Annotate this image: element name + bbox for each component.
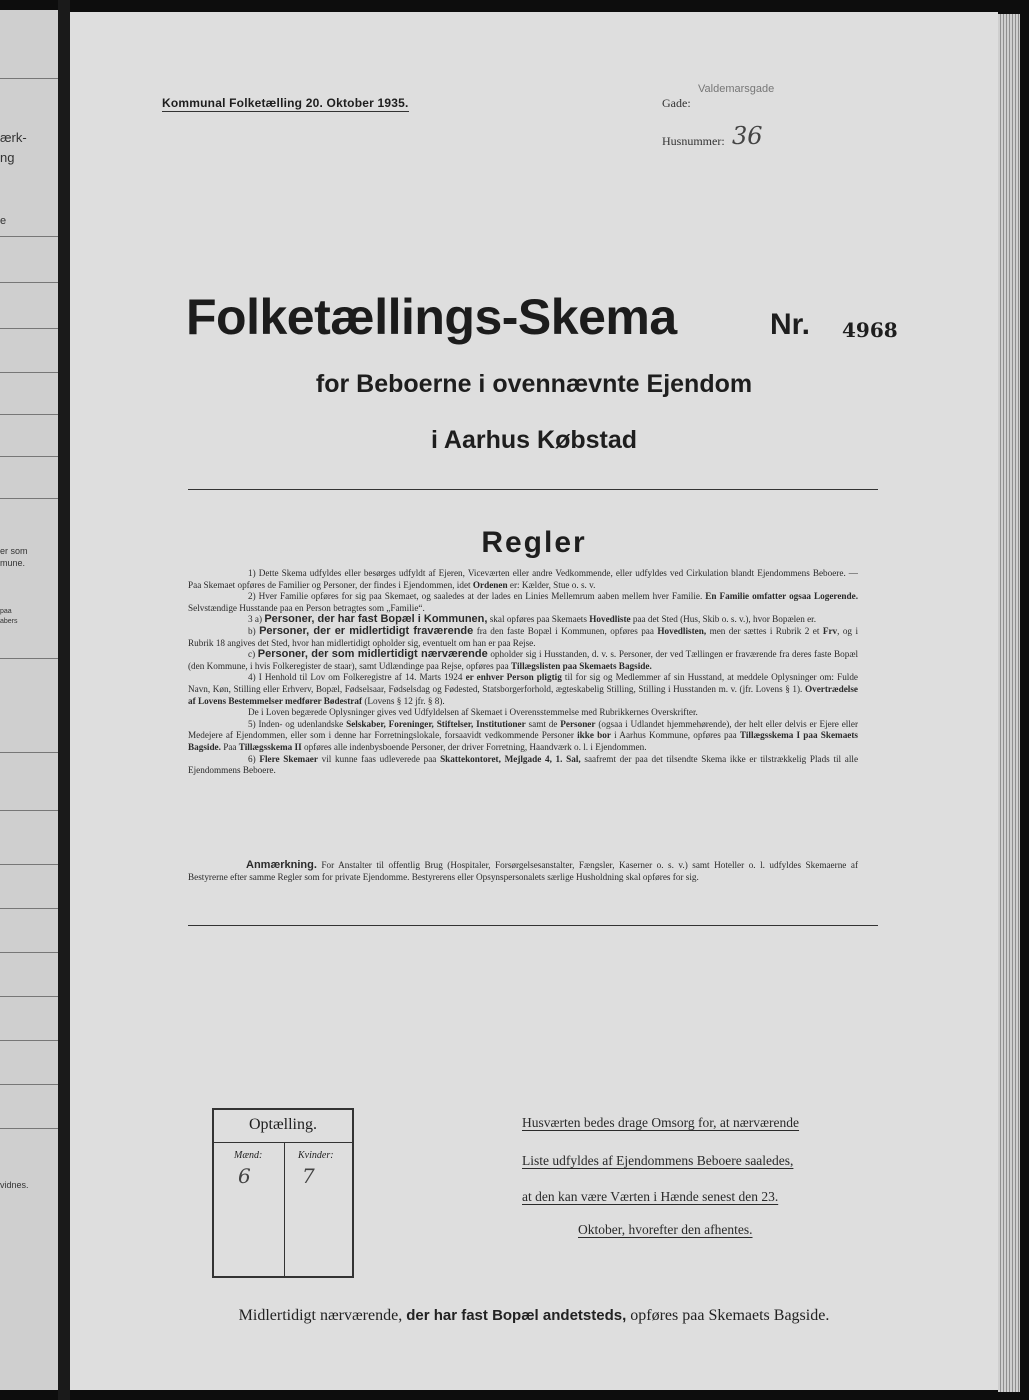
form-number-label: Nr.: [770, 308, 811, 341]
form-title: Folketællings-Skema: [186, 289, 677, 345]
rule-3b: b) Personer, der er midlertidigt fraværende fra den faste Bopæl i Kommunen, opføres paa Hovedlisten, men der sættes i Rubrik 2 et Frv, og i Rubrik 18 angives det Sted, hvor han midlertidigt opholder sig, eventuelt om han er paa Rejse.: [188, 624, 859, 648]
left-page-fragment: e: [0, 215, 7, 227]
men-count: 6: [238, 1164, 251, 1188]
women-label: Kvinder:: [298, 1150, 334, 1161]
house-number-value: 36: [732, 122, 763, 150]
instruction-line: Oktober, hvorefter den afhentes.: [578, 1222, 753, 1237]
rule-1: 1) Dette Skema udfyldes eller besørges udfyldt af Ejeren, Viceværten eller andre Vedkommende, eller udfyldes ved Cirkulation blandt Ejendommens Beboere. — Paa Skemaet opføres de Familier og Personer, der findes i Ejendommen, idet Ordenen er: Kælder, Stue o. s. v.: [188, 568, 858, 590]
count-box-column-divider: [284, 1142, 285, 1276]
instruction-line: Husværten bedes drage Omsorg for, at nærværende: [522, 1115, 800, 1130]
note-paragraph: [188, 860, 858, 883]
rules-heading: Regler: [481, 526, 587, 559]
left-page-fragment: mune.: [0, 558, 26, 568]
instruction-line: at den kan være Værten i Hænde senest den 23.: [522, 1189, 779, 1204]
left-page-fragment: paa: [0, 608, 12, 615]
divider: [188, 489, 878, 490]
left-page-fragment: er som: [0, 546, 28, 556]
left-facing-page: [0, 10, 59, 1390]
rules-body: [188, 568, 858, 777]
note-label: Anmærkning.: [246, 859, 317, 871]
footer-note: Midlertidigt nærværende, der har fast Bopæl andetsteds, opføres paa Skemaets Bagside.: [238, 1307, 830, 1324]
rule-5: 5) Inden- og udenlandske Selskaber, Foreninger, Stiftelser, Institutioner samt de Personer (ogsaa i Udlandet hjemmehørende), der helt eller delvis er Ejere eller Medejere af Ejendommen, eller som i denne har Forretningslokale, forsaavidt vedkommende Personer ikke bor i Aarhus Kommune, opføres paa Tillægsskema I paa Skemaets Bagside. Paa Tillægsskema II opføres alle indenbysboende Personer, der driver Forretning, Haandværk o. l. i Ejendommen.: [188, 718, 859, 752]
rule-6: 6) Flere Skemaer vil kunne faas udleverede paa Skattekontoret, Mejlgade 4, 1. Sal, saafremt der paa det tilsendte Skema ikke er tilstrækkelig Plads til alle Ejendommens Beboere.: [188, 753, 859, 776]
binding-gutter: [58, 0, 70, 1400]
count-box-title: Optælling.: [248, 1116, 317, 1133]
left-page-fragment: ærk-: [0, 130, 27, 145]
women-count: 7: [302, 1164, 315, 1188]
men-label: Mænd:: [234, 1150, 263, 1161]
rule-3c: c) Personer, der som midlertidigt nærværende opholder sig i Husstanden, d. v. s. Personer, der ved Tællingen er fraværende fra deres faste Bopæl (den Kommune, i hvis Folkeregister de staar), samt Udlændinge paa Rejse, opføres paa Tillægslisten paa Skemaets Bagside.: [188, 648, 859, 671]
census-header: Kommunal Folketælling 20. Oktober 1935.: [162, 96, 409, 110]
form-subtitle: for Beboerne i ovennævnte Ejendom: [315, 370, 753, 398]
page-stack-edge: [998, 14, 1020, 1392]
left-page-fragment: abers: [0, 618, 18, 625]
rule-2: 2) Hver Familie opføres for sig paa Skemaet, og saaledes at der lades en Linies Mellemrum aaben mellem hver Familie. En Familie omfatter ogsaa Logerende. Selvstændige Husstande paa en Person betragtes som „Familie“.: [188, 591, 858, 613]
left-page-fragment: ng: [0, 150, 15, 165]
count-box-divider: [214, 1142, 352, 1143]
rule-4: 4) I Henhold til Lov om Folkeregistre af 14. Marts 1924 er enhver Person pligtig til for sig og Medlemmer af sin Husstand, at meddele Oplysninger om: Fulde Navn, Køn, Stilling eller Erhverv, Bopæl, Fødselsaar, Fødselsdag og Fødested, Statsborgerforhold, ægteskabelig Stilling, Stilling i Husstanden m. v. (jfr. Lovens § 1). Overtrædelse af Lovens Bestemmelser medfører Bødestraf (Lovens § 12 jfr. § 8).: [188, 672, 859, 706]
form-subtitle-city: i Aarhus Købstad: [430, 426, 638, 454]
count-box: [212, 1108, 354, 1278]
divider: [188, 925, 878, 926]
left-page-fragment: vidnes.: [0, 1180, 29, 1190]
census-form-page: [70, 12, 998, 1390]
note-text: For Anstalter til offentlig Brug (Hospitaler, Forsørgelsesanstalter, Fængsler, Kaserner o. s. v.) samt Hoteller o. l. udfyldes Skemaerne af Bestyrerne efter samme Regler som for private Ejendomme. Bestyrerens eller Opsynspersonalets særlige Husholdning skal opføres for sig.: [188, 860, 859, 882]
street-value: Valdemarsgade: [698, 83, 775, 95]
street-label: Gade:: [662, 96, 691, 110]
form-number-value: 4968: [842, 318, 898, 342]
rule-4-continued: De i Loven begærede Oplysninger gives ved Udfyldelsen af Skemaet i Overensstemmelse med Rubrikkernes Overskrifter.: [248, 707, 698, 718]
rule-3a: 3 a) Personer, der har fast Bopæl i Kommunen, skal opføres paa Skemaets Hovedliste paa det Sted (Hus, Skib o. s. v.), hvor Bopælen er.: [248, 613, 817, 626]
instruction-line: Liste udfyldes af Ejendommens Beboere saaledes,: [522, 1153, 794, 1168]
house-number-label: Husnummer:: [662, 134, 725, 148]
